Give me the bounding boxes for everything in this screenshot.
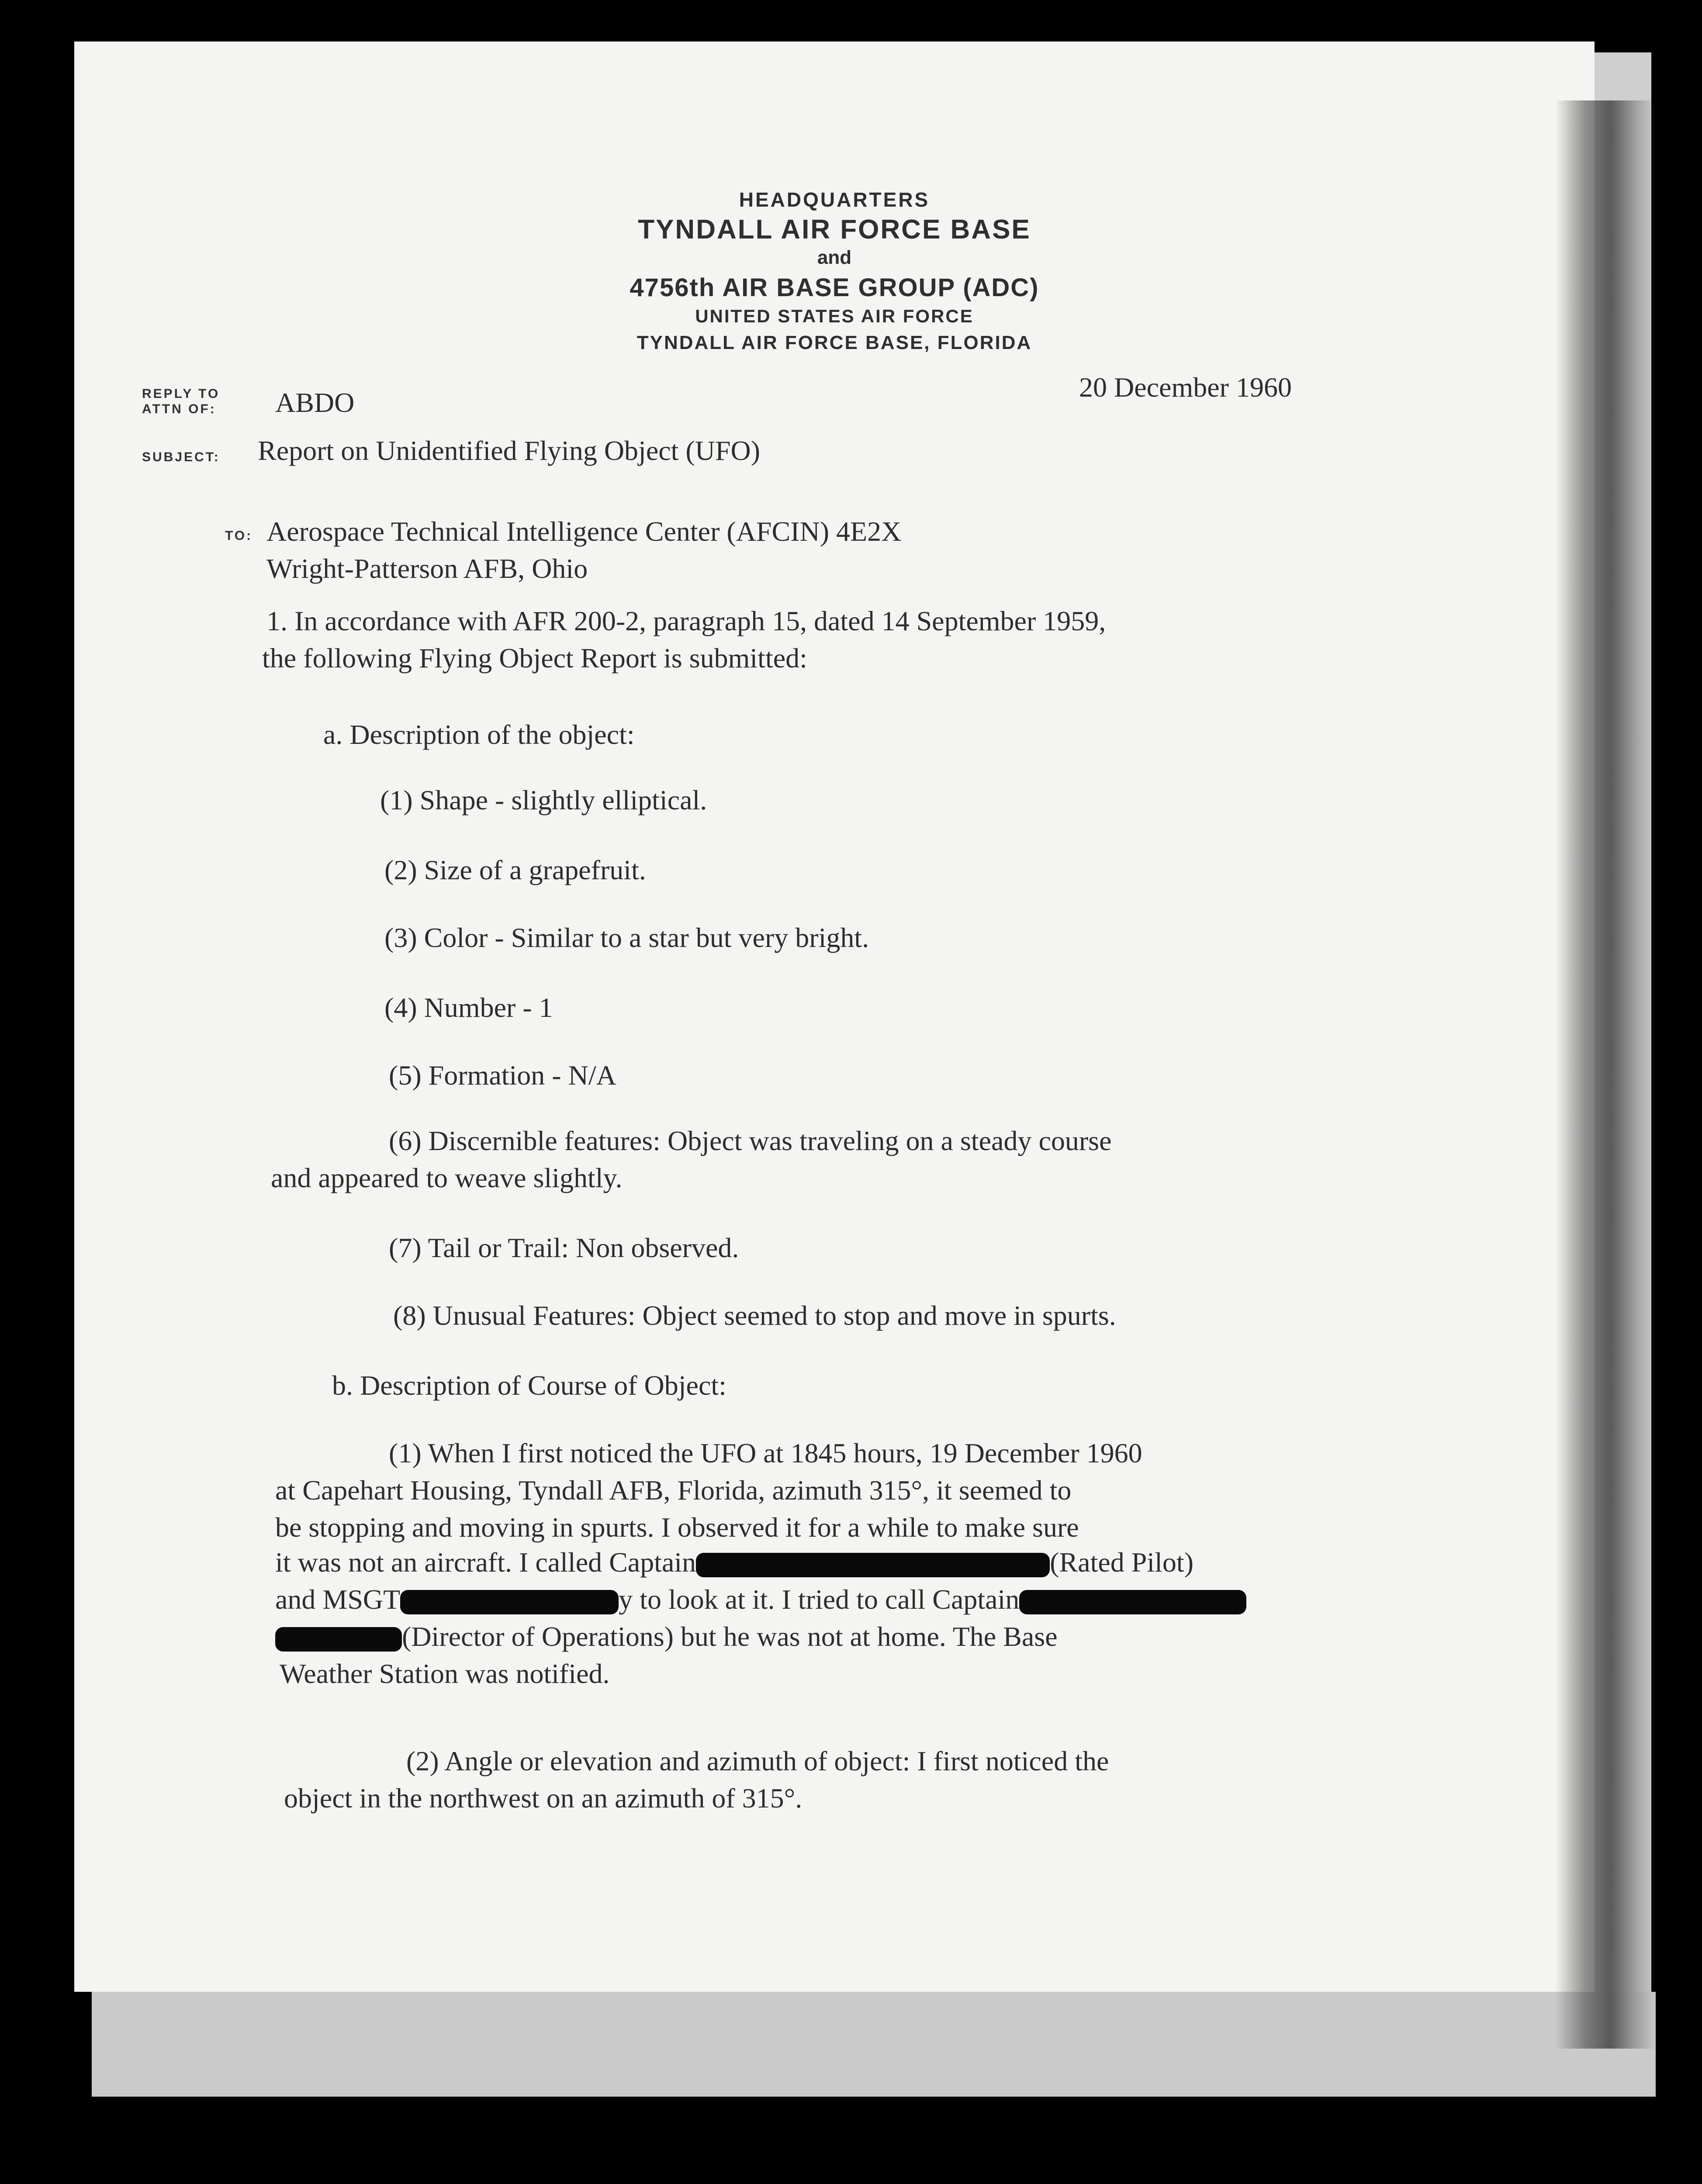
letterhead-group: 4756th AIR BASE GROUP (ADC) (630, 273, 1039, 302)
item-b1-line4-text: it was not an aircraft. I called Captain (275, 1547, 696, 1578)
item-a6-line1: (6) Discernible features: Object was traveling on a steady course (389, 1125, 1112, 1156)
reply-to-label: REPLY TO (142, 387, 220, 401)
item-b1-line6 (275, 1621, 1058, 1653)
item-b1-line7: Weather Station was notified. (280, 1658, 610, 1689)
item-a5-formation: (5) Formation - N/A (389, 1060, 616, 1091)
item-b1-line6-text: (Director of Operations) but he was not at home. The Base (402, 1621, 1058, 1652)
item-b2-line2: object in the northwest on an azimuth of 315°. (284, 1783, 803, 1814)
to-line-2: Wright-Patterson AFB, Ohio (266, 553, 588, 584)
item-b1-line5 (275, 1583, 1246, 1616)
item-b2-line1: (2) Angle or elevation and azimuth of object: I first noticed the (406, 1745, 1109, 1776)
to-line-1: Aerospace Technical Intelligence Center (AFCIN) 4E2X (266, 516, 902, 547)
letterhead-and: and (817, 247, 852, 268)
document-date: 20 December 1960 (1079, 372, 1292, 403)
item-b1-line5-text: and MSGT (275, 1584, 401, 1615)
redaction-block (696, 1553, 1050, 1577)
item-b1-line5-end: y to look at it. I tried to call Captain (619, 1584, 1020, 1615)
item-a1-shape: (1) Shape - slightly elliptical. (380, 784, 707, 816)
letterhead-location: TYNDALL AIR FORCE BASE, FLORIDA (637, 332, 1032, 353)
item-b1-line1: (1) When I first noticed the UFO at 1845 hours, 19 December 1960 (389, 1438, 1142, 1469)
para1-line1: 1. In accordance with AFR 200-2, paragraph 15, dated 14 September 1959, (266, 605, 1106, 636)
to-label: TO: (225, 529, 253, 543)
subject-value: Report on Unidentified Flying Object (UFO) (258, 435, 761, 466)
section-b-heading: b. Description of Course of Object: (332, 1370, 726, 1401)
attn-of-label: ATTN OF: (142, 402, 216, 416)
redaction-block (1019, 1590, 1246, 1614)
item-a3-color: (3) Color - Similar to a star but very bright. (384, 922, 869, 953)
subject-label: SUBJECT: (142, 450, 220, 464)
redaction-block (400, 1590, 619, 1614)
redaction-block (275, 1627, 402, 1652)
item-b1-line2: at Capehart Housing, Tyndall AFB, Florida, azimuth 315°, it seemed to (275, 1475, 1072, 1506)
item-a2-size: (2) Size of a grapefruit. (384, 854, 646, 885)
item-a4-number: (4) Number - 1 (384, 992, 553, 1023)
letterhead-headquarters: HEADQUARTERS (739, 188, 930, 211)
para1-line2: the following Flying Object Report is submitted: (262, 643, 807, 674)
letterhead-base-name: TYNDALL AIR FORCE BASE (638, 214, 1031, 245)
item-a8-unusual: (8) Unusual Features: Object seemed to stop and move in spurts. (393, 1300, 1116, 1331)
bottom-strip (92, 1992, 1656, 2097)
reply-attn-value: ABDO (275, 387, 355, 418)
edge-stain (1555, 100, 1656, 2049)
letterhead-usaf: UNITED STATES AIR FORCE (695, 306, 974, 326)
document-page (74, 41, 1595, 1992)
item-a7-tail: (7) Tail or Trail: Non observed. (389, 1232, 739, 1263)
section-a-heading: a. Description of the object: (323, 719, 635, 750)
item-b1-line4-end: (Rated Pilot) (1050, 1547, 1193, 1578)
item-a6-line2: and appeared to weave slightly. (271, 1162, 623, 1193)
item-b1-line4 (275, 1546, 1193, 1579)
item-b1-line3: be stopping and moving in spurts. I observed it for a while to make sure (275, 1512, 1079, 1543)
